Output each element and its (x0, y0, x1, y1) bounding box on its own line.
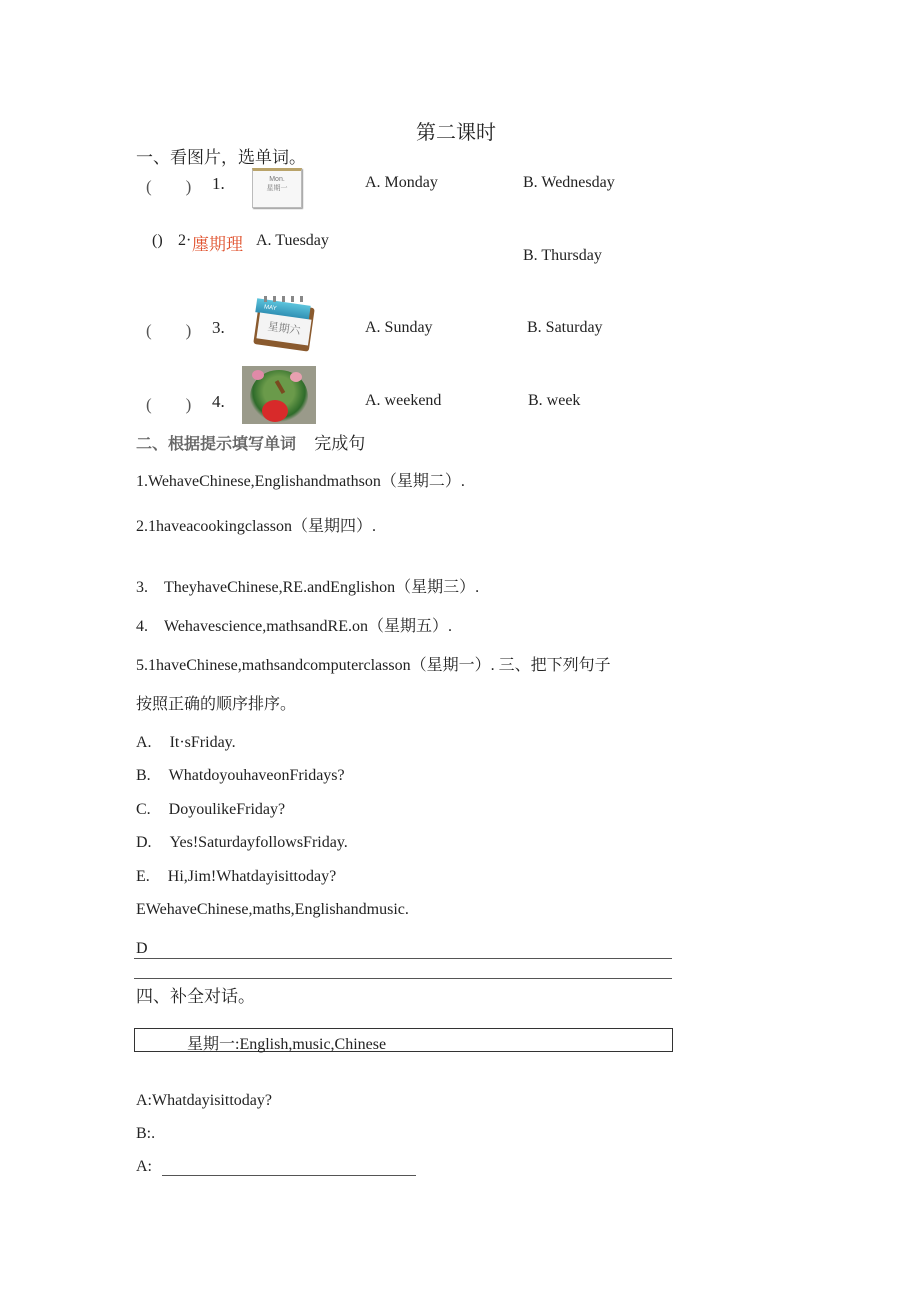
order-text: Yes!SaturdayfollowsFriday. (169, 834, 348, 851)
answer-paren-3[interactable]: ( ) (146, 321, 192, 340)
item-number-2: 2· (178, 232, 192, 249)
order-item-b (136, 767, 345, 785)
order-label: D. (136, 834, 152, 851)
dialog-speaker: A: (136, 1158, 152, 1175)
item-number-1: 1. (212, 174, 225, 193)
calendar-day-en: Mon. (269, 176, 285, 183)
order-text: WhatdoyouhaveonFridays? (168, 767, 345, 784)
option-b-2[interactable]: B. Thursday (523, 247, 602, 264)
option-b-4[interactable]: B. week (528, 392, 581, 409)
option-b-1[interactable]: B. Wednesday (523, 174, 615, 191)
calendar-saturday-icon (252, 296, 318, 354)
section2-heading (136, 429, 365, 454)
answer-paren-4[interactable]: ( ) (146, 395, 192, 414)
schedule-text: 星期一:English,music,Chinese (187, 1036, 387, 1053)
section1-heading: 一、看图片，选单词。 (136, 148, 306, 167)
fill-sentence-4: 4. Wehavescience,mathsandRE.on（星期五）. (136, 618, 452, 635)
dialog-line-1: A:Whatdayisittoday? (136, 1092, 272, 1109)
answer-line-1[interactable] (134, 958, 672, 959)
schedule-box (134, 1028, 673, 1052)
order-label: C. (136, 801, 151, 818)
item-number-4: 4. (212, 392, 225, 411)
order-item-d (136, 834, 348, 852)
section2-heading-main: 二、根据提示填写单词 (136, 434, 297, 453)
order-item-c (136, 801, 285, 819)
dialog-answer-blank[interactable] (162, 1161, 416, 1176)
dialog-line-2: B:. (136, 1125, 156, 1142)
fill-sentence-3: 3. TheyhaveChinese,RE.andEnglishon（星期三）. (136, 579, 480, 596)
order-text: DoyoulikeFriday? (168, 801, 286, 818)
section3-heading: 按照正确的顺序排序。 (136, 696, 297, 713)
item-2-image-text: 廛期理 (192, 235, 243, 254)
order-label: A. (136, 734, 152, 751)
order-label: B. (136, 767, 151, 784)
dialog-line-3 (136, 1158, 416, 1176)
option-a-1[interactable]: A. Monday (365, 174, 438, 191)
option-a-3[interactable]: A. Sunday (365, 319, 433, 336)
answer-line-label: D (136, 940, 148, 957)
fill-sentence-1: 1.WehaveChinese,Englishandmathson（星期二）. (136, 473, 465, 490)
fill-sentence-5: 5.1haveChinese,mathsandcomputerclasson（星期一）. 三、把下列句子 (136, 657, 611, 674)
order-item-e (136, 868, 336, 886)
calendar-month: MAY (263, 304, 277, 313)
option-a-4[interactable]: A. weekend (365, 392, 442, 409)
answer-paren-1[interactable]: ( ) (146, 177, 192, 196)
fill-sentence-2: 2.1haveacookingclasson（星期四）. (136, 518, 376, 535)
section2-heading-tail: 完成句 (314, 434, 366, 453)
calendar-day-cn: 星期一 (266, 185, 288, 192)
answer-line-2[interactable] (134, 978, 672, 979)
order-item-extra: EWehaveChinese,maths,Englishandmusic. (136, 901, 409, 918)
item-number-3: 3. (212, 318, 225, 337)
option-b-3[interactable]: B. Saturday (527, 319, 603, 336)
order-item-a (136, 734, 236, 752)
option-a-2[interactable]: A. Tuesday (256, 232, 329, 249)
order-text: Hi,Jim!Whatdayisittoday? (167, 868, 337, 885)
answer-paren-2[interactable]: () (152, 232, 163, 249)
calendar-monday-icon (252, 168, 302, 208)
calendar-day-cn: 星期六 (266, 320, 302, 338)
page-title: 第二课时 (416, 122, 496, 144)
order-label: E. (136, 868, 150, 885)
weekend-flowers-icon (242, 366, 316, 424)
section4-heading: 四、补全对话。 (136, 987, 255, 1006)
order-text: It·sFriday. (169, 734, 236, 751)
